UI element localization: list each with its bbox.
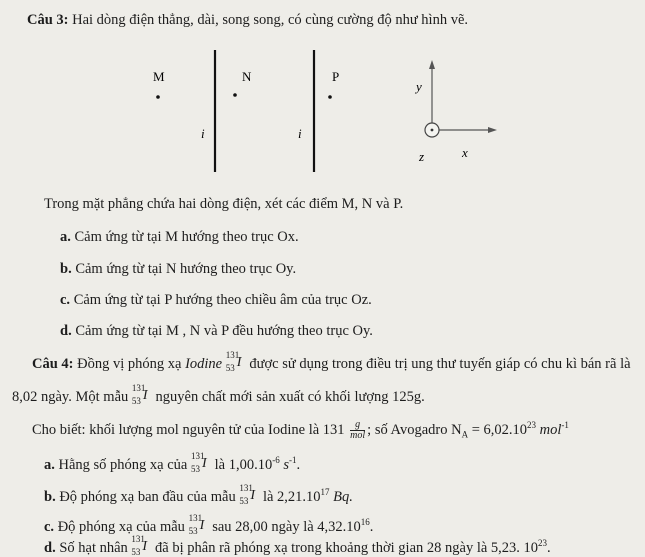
q3-option-c	[60, 292, 372, 309]
q4-option-c-key: c.	[44, 518, 55, 535]
nuclide-i131: 131 53 I	[188, 512, 205, 536]
nuclide-i131: 131 53 I	[239, 482, 255, 506]
q4-option-c: c. Độ phóng xạ của mẫu 131 53 I sau 28,00 ngày là 4,32.10$^{16}$.	[44, 512, 374, 536]
q3-option-b-text: Cảm ứng từ tại N hướng theo trục Oy.	[71, 261, 297, 277]
axis-x-label: x	[462, 145, 468, 160]
q4-option-b: b. Độ phóng xạ ban đầu của mẫu 131 53 I là 2,21.10$^{17}$ Bq.	[44, 482, 353, 506]
label-p: P	[332, 69, 340, 84]
q3-option-d-key: d.	[60, 323, 72, 339]
q4-line2-pre: 8,02 ngày. Một mẫu	[12, 389, 132, 405]
q4-given-unit: mol	[536, 421, 562, 438]
q4-given	[32, 420, 569, 441]
q4-title	[32, 350, 631, 373]
label-current-1: i	[201, 126, 205, 141]
q4-line2-post: nguyên chất mới sản xuất có khối lượng 125g.	[151, 389, 425, 405]
q4-given-mid: ; số Avogadro N	[367, 421, 462, 438]
q3-figure	[140, 40, 520, 185]
q4-option-d: d. Số hạt nhân 131 53 I đã bị phân rã phóng xạ trong khoảng thời gian 28 ngày là 5,23. $10^{23}$.	[44, 533, 551, 557]
q3-option-c-text: Cảm ứng từ tại P hướng theo chiều âm của trục Oz.	[70, 292, 372, 308]
nuclide-i131: 131 53 I	[131, 383, 148, 406]
q3-option-d-text: Cảm ứng từ tại M , N và P đều hướng theo trục Oy.	[71, 323, 373, 339]
q4-given-pre: Cho biết: khối lượng mol nguyên tử của Iodine là 131	[32, 421, 345, 438]
q4-given-eq: = 6,02.10	[468, 421, 527, 438]
q4-given-sub: A	[461, 429, 469, 440]
nuclide-i131: 131 53 I	[131, 533, 148, 557]
q3-intro: Trong mặt phẳng chứa hai dòng điện, xét các điểm M, N và P.	[44, 196, 404, 212]
axis-z-dot-icon	[431, 129, 434, 132]
axis-y-arrow-icon	[429, 60, 435, 69]
q4-number: Câu 4:	[32, 356, 74, 372]
axis-y-label: y	[416, 79, 422, 94]
q3-number: Câu 3:	[27, 12, 69, 28]
q4-option-b-key: b.	[44, 488, 56, 505]
nuclide-i131: 131 53 I	[190, 450, 207, 474]
axis-x-arrow-icon	[488, 127, 497, 133]
q3-option-b-key: b.	[60, 261, 72, 277]
q3-title-text: Hai dòng điện thẳng, dài, song song, có cùng cường độ như hình vẽ.	[68, 12, 469, 28]
q3-option-c-key: c.	[60, 292, 71, 308]
nuclide-i131: 131 53 I	[225, 350, 242, 373]
axis-z-label: z	[419, 149, 425, 164]
label-current-2: i	[298, 126, 302, 141]
q4-line2	[12, 383, 425, 406]
point-m	[156, 95, 160, 99]
q4-title-post: được sử dụng trong điều trị ung thư tuyến giáp có chu kì bán rã là	[245, 356, 631, 372]
q3-option-d	[60, 323, 373, 340]
q3-option-b	[60, 261, 296, 278]
point-n	[233, 93, 237, 97]
q3-title	[27, 12, 468, 29]
q3-option-a-key: a.	[60, 229, 71, 245]
label-m: M	[153, 69, 165, 84]
q4-given-exp: 23	[527, 420, 536, 430]
label-n: N	[242, 69, 252, 84]
q4-option-a-key: a.	[44, 456, 55, 473]
q4-iodine-word: Iodine	[185, 356, 223, 372]
q4-option-a: a. Hằng số phóng xạ của 131 53 I là $1,00.10^{-6}$ $s^{-1}$.	[44, 450, 301, 474]
q3-option-a	[60, 229, 299, 246]
molar-mass-fraction: $\frac{g}{\text{mol}}$	[350, 419, 366, 441]
q4-given-unit-exp: -1	[561, 420, 569, 430]
q3-option-a-text: Cảm ứng từ tại M hướng theo trục Ox.	[70, 229, 299, 245]
q4-option-d-key: d.	[44, 539, 56, 556]
point-p	[328, 95, 332, 99]
q4-title-pre: Đồng vị phóng xạ	[73, 356, 186, 372]
